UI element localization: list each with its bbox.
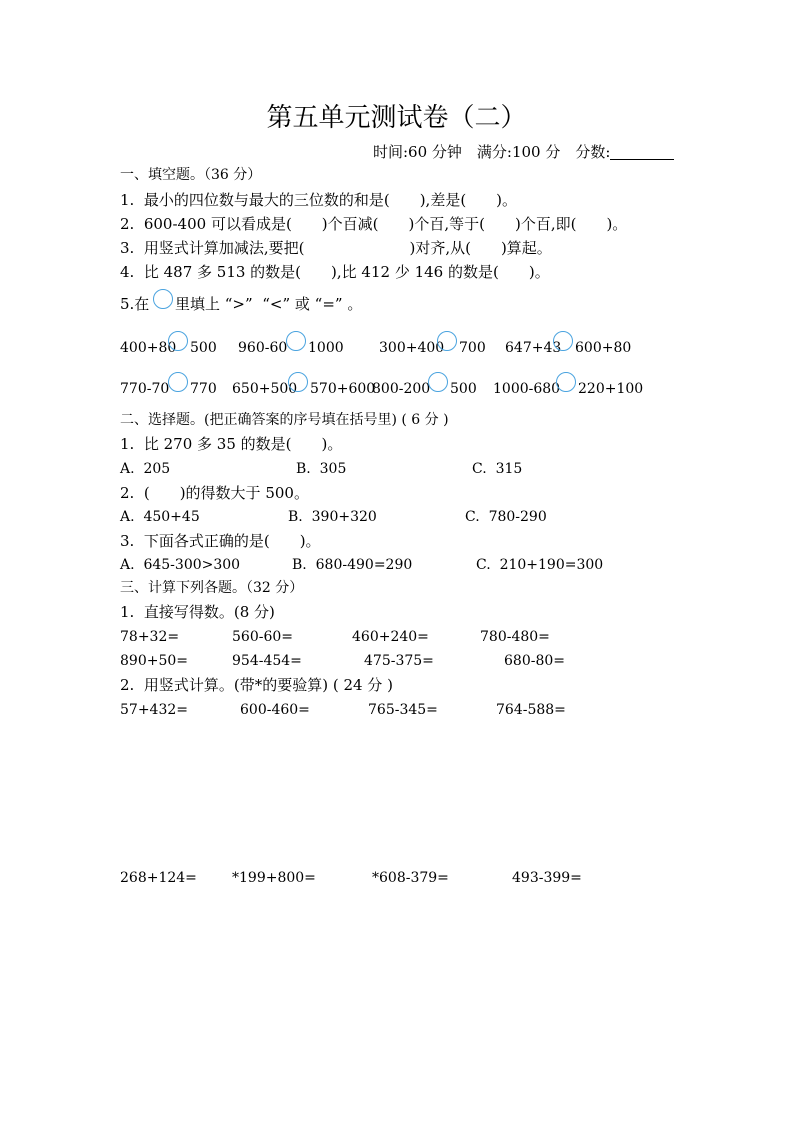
section1-q5-suffix: 里填上 “>” “<” 或 “=” 。: [175, 295, 363, 313]
oral-calc: 560-60=: [232, 629, 293, 645]
oral-calc: 680-80=: [504, 653, 565, 669]
score-blank: [610, 145, 674, 160]
compare-right: 600+80: [575, 340, 632, 356]
section2-heading: 二、选择题。(把正确答案的序号填在括号里) ( 6 分 ): [120, 412, 449, 428]
option-a: A. 205: [120, 461, 171, 477]
section2-q3: 3. 下面各式正确的是( )。: [120, 532, 321, 550]
vertical-calc: 57+432=: [120, 702, 188, 718]
option-c: C. 780-290: [465, 509, 547, 525]
compare-right: 500: [190, 340, 217, 356]
compare-left: 960-60: [238, 340, 288, 356]
section1-q3: 3. 用竖式计算加减法,要把( )对齐,从( )算起。: [120, 239, 552, 257]
section1-q1: 1. 最小的四位数与最大的三位数的和是( ),差是( )。: [120, 191, 518, 209]
option-a: A. 450+45: [120, 509, 200, 525]
compare-right: 220+100: [578, 381, 644, 397]
option-b: B. 305: [296, 461, 347, 477]
option-c: C. 315: [472, 461, 523, 477]
section2-q1: 1. 比 270 多 35 的数是( )。: [120, 435, 343, 453]
exam-info-text: 时间:60 分钟 满分:100 分 分数:: [373, 143, 611, 161]
compare-circle[interactable]: [428, 372, 448, 392]
compare-right: 700: [459, 340, 486, 356]
compare-left: 770-70: [120, 381, 170, 397]
section3-q2: 2. 用竖式计算。(带*的要验算) ( 24 分 ): [120, 676, 393, 694]
option-b: B. 680-490=290: [292, 557, 413, 573]
compare-right: 570+600: [310, 381, 376, 397]
compare-left: 300+400: [379, 340, 445, 356]
section1-q2: 2. 600-400 可以看成是( )个百减( )个百,等于( )个百,即( )。: [120, 215, 628, 233]
section1-q4: 4. 比 487 多 513 的数是( ),比 412 少 146 的数是( )。: [120, 263, 550, 281]
vertical-calc: 765-345=: [368, 702, 438, 718]
section3-q1: 1. 直接写得数。(8 分): [120, 603, 275, 621]
compare-right: 1000: [308, 340, 344, 356]
exam-info: [373, 145, 674, 160]
compare-circle[interactable]: [288, 372, 308, 392]
oral-calc: 475-375=: [364, 653, 434, 669]
vertical-calc: 600-460=: [240, 702, 310, 718]
compare-circle[interactable]: [553, 331, 573, 351]
compare-left: 647+43: [505, 340, 562, 356]
vertical-calc: 493-399=: [512, 870, 582, 886]
vertical-calc: 764-588=: [496, 702, 566, 718]
compare-circle[interactable]: [286, 331, 306, 351]
vertical-calc: *608-379=: [372, 870, 449, 886]
compare-circle[interactable]: [437, 331, 457, 351]
compare-left: 650+500: [232, 381, 298, 397]
section2-q2: 2. ( )的得数大于 500。: [120, 484, 309, 502]
answer-circle-icon: [153, 289, 173, 309]
oral-calc: 780-480=: [480, 629, 550, 645]
section1-q5-prefix: 5.在: [120, 295, 150, 313]
compare-left: 800-200: [372, 381, 431, 397]
compare-right: 770: [190, 381, 217, 397]
compare-circle[interactable]: [168, 331, 188, 351]
compare-circle[interactable]: [168, 372, 188, 392]
vertical-calc: *199+800=: [232, 870, 316, 886]
oral-calc: 460+240=: [352, 629, 429, 645]
oral-calc: 954-454=: [232, 653, 302, 669]
page-title: 第五单元测试卷（二）: [266, 103, 527, 133]
oral-calc: 78+32=: [120, 629, 180, 645]
compare-left: 400+80: [120, 340, 177, 356]
oral-calc: 890+50=: [120, 653, 188, 669]
vertical-calc: 268+124=: [120, 870, 197, 886]
compare-circle[interactable]: [556, 372, 576, 392]
compare-right: 500: [450, 381, 477, 397]
section3-heading: 三、计算下列各题。（32 分）: [120, 580, 304, 596]
section1-heading: 一、填空题。（36 分）: [120, 167, 262, 183]
option-c: C. 210+190=300: [476, 557, 604, 573]
option-b: B. 390+320: [288, 509, 377, 525]
option-a: A. 645-300>300: [120, 557, 241, 573]
compare-left: 1000-680: [493, 381, 561, 397]
